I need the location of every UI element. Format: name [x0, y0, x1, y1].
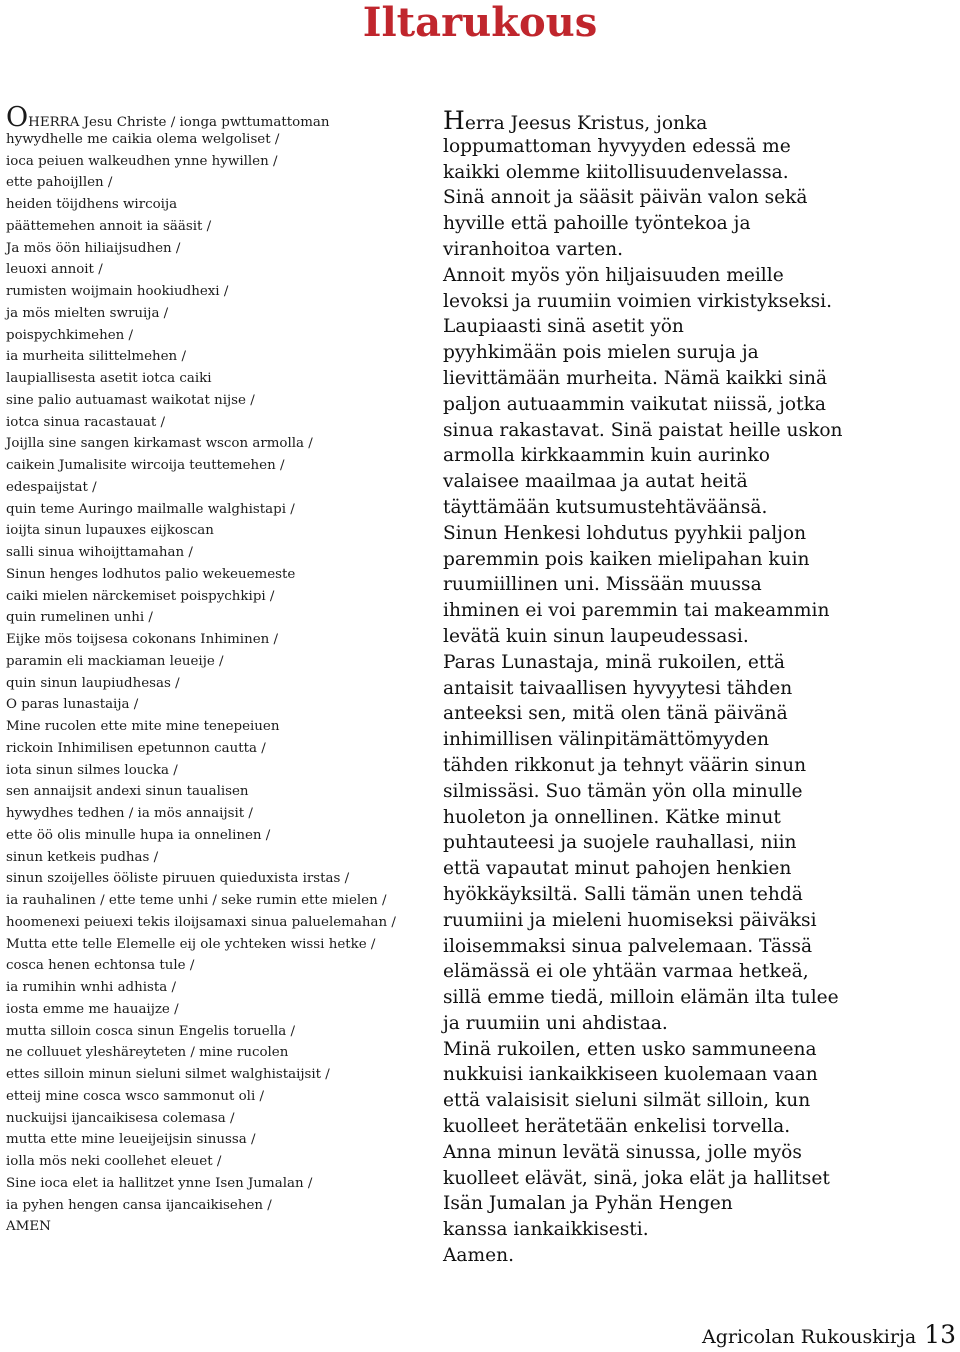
- prayer-line: Sinun henges lodhutos palio wekeuemeste: [6, 566, 296, 582]
- prayer-line: Paras Lunastaja, minä rukoilen, että: [443, 651, 785, 673]
- prayer-line: puhtauteesi ja suojele rauhallasi, niin: [443, 832, 797, 854]
- prayer-line: heiden töijdhens wircoija: [6, 197, 178, 212]
- prayer-line: levätä kuin sinun laupeudessasi.: [443, 625, 749, 647]
- prayer-line: ja ruumiin uni ahdistaa.: [443, 1012, 668, 1034]
- page-title: Iltarukous: [362, 0, 598, 46]
- prayer-line: ia pyhen hengen cansa ijancaikisehen /: [6, 1197, 272, 1213]
- prayer-line: edespaijstat /: [6, 479, 97, 495]
- prayer-line: Joijlla sine sangen kirkamast wscon armolla /: [6, 436, 313, 452]
- prayer-line: leuoxi annoit /: [6, 262, 103, 278]
- prayer-line: täyttämään kutsumustehtäväänsä.: [443, 496, 768, 518]
- prayer-line: rumisten woijmain hookiudhexi /: [6, 284, 229, 299]
- prayer-line: silmissäsi. Suo tämän yön olla minulle: [443, 780, 803, 802]
- prayer-line: Mutta ette telle Elemelle eij ole ychteken wissi hetke /: [6, 936, 376, 952]
- prayer-line: ruumiillinen uni. Missään muussa: [443, 574, 762, 596]
- prayer-line: O paras lunastaija /: [6, 697, 139, 713]
- prayer-line: sillä emme tiedä, milloin elämän ilta tulee: [443, 987, 839, 1009]
- prayer-line: ioijta sinun lupauxes eijkoscan: [6, 523, 214, 539]
- prayer-line: että valaisisit sieluni silmät silloin, kun: [443, 1090, 811, 1112]
- prayer-line: rickoin Inhimilisen epetunnon cautta /: [6, 740, 266, 756]
- prayer-line: mutta ette mine leueijeijsin sinussa /: [6, 1132, 256, 1148]
- prayer-line: hywydhelle me caikia olema welgoliset /: [6, 131, 280, 147]
- prayer-line: Minä rukoilen, etten usko sammuneena: [443, 1038, 817, 1060]
- drop-cap: O: [6, 102, 29, 133]
- prayer-line: kanssa iankaikkisesti.: [443, 1219, 649, 1241]
- prayer-line: viranhoitoa varten.: [443, 238, 624, 260]
- prayer-line: että vapautat minut pahojen henkien: [443, 858, 792, 880]
- prayer-line: ihminen ei voi paremmin tai makeammin: [443, 600, 830, 622]
- prayer-first-line: [443, 108, 958, 134]
- prayer-line: Sine ioca elet ia hallitzet ynne Isen Jumalan /: [6, 1175, 313, 1191]
- prayer-line: sinun szoijelles ööliste piruuen quieduxista irstas /: [6, 871, 350, 887]
- prayer-line: sinun ketkeis pudhas /: [6, 849, 159, 865]
- prayer-line: paremmin pois kaiken mielipahan kuin: [443, 548, 810, 570]
- prayer-line: elämässä ei ole yhtään varmaa hetkeä,: [443, 961, 809, 983]
- prayer-line: armolla kirkkaammin kuin aurinko: [443, 445, 770, 467]
- prayer-line: Aamen.: [443, 1245, 515, 1267]
- prayer-line-text: HERRA Jesu Christe / ionga pwttumattoman: [28, 115, 330, 130]
- prayer-line: ia rumihin wnhi adhista /: [6, 980, 177, 995]
- prayer-line: iolla mös neki coollehet eleuet /: [6, 1154, 222, 1169]
- prayer-line: kuolleet elävät, sinä, joka elät ja hallitset: [443, 1167, 830, 1189]
- prayer-line: Mine rucolen ette mite mine tenepeiuen: [6, 719, 280, 734]
- prayer-line: ia murheita silittelmehen /: [6, 349, 186, 365]
- prayer-line: paramin eli mackiaman leueije /: [6, 653, 224, 669]
- prayer-line: laupiallisesta asetit iotca caiki: [6, 371, 212, 386]
- prayer-line: ettes silloin minun sieluni silmet walghistaijsit /: [6, 1067, 330, 1082]
- prayer-line: mutta silloin cosca sinun Engelis toruella /: [6, 1023, 296, 1039]
- prayer-line: valaisee maailmaa ja autat heitä: [443, 471, 748, 493]
- prayer-line: kaikki olemme kiitollisuudenvelassa.: [443, 161, 789, 183]
- prayer-line: loppumattoman hyvyyden edessä me: [443, 135, 791, 157]
- prayer-line: AMEN: [6, 1219, 51, 1235]
- prayer-line: ja mös mielten swruija /: [6, 305, 169, 321]
- prayer-line: ne colluuet yleshäreyteten / mine rucolen: [6, 1045, 289, 1061]
- prayer-line: tähden rikkonut ja tehnyt väärin sinun: [443, 754, 807, 776]
- page-number: 13: [924, 1320, 956, 1349]
- prayer-line: iota sinun silmes loucka /: [6, 762, 178, 778]
- prayer-line: ette öö olis minulle hupa ia onnelinen /: [6, 827, 271, 843]
- prayer-line: paljon autuaammin vaikutat niissä, jotka: [443, 393, 826, 415]
- prayer-line: Sinun Henkesi lohdutus pyyhkii paljon: [443, 522, 807, 544]
- prayer-line: hoomenexi peiuexi tekis iloijsamaxi sinua paluelemahan /: [6, 914, 396, 930]
- drop-cap: H: [443, 106, 465, 135]
- prayer-line: ette pahoijllen /: [6, 175, 113, 191]
- prayer-line: iotca sinua racastauat /: [6, 414, 165, 430]
- book-title: Agricolan Rukouskirja: [702, 1326, 917, 1348]
- prayer-line: sinua rakastavat. Sinä paistat heille uskon: [443, 419, 843, 441]
- prayer-line: Sinä annoit ja sääsit päivän valon sekä: [443, 187, 808, 209]
- prayer-line: caikein Jumalisite wircoija teuttemehen /: [6, 458, 285, 473]
- prayer-line: ia rauhalinen / ette teme unhi / seke rumin ette mielen /: [6, 893, 387, 908]
- prayer-line: quin rumelinen unhi /: [6, 610, 153, 626]
- prayer-line: poispychkimehen /: [6, 327, 134, 343]
- prayer-line: iosta emme me hauaijze /: [6, 1001, 179, 1017]
- prayer-line: ruumiini ja mieleni huomiseksi päiväksi: [443, 909, 817, 931]
- prayer-line: iloisemmaksi sinua palvelemaan. Tässä: [443, 935, 813, 957]
- prayer-line: Ja mös öön hiliaijsudhen /: [6, 240, 181, 256]
- prayer-line: antaisit taivaallisen hyvyytesi tähden: [443, 677, 793, 699]
- prayer-line: nuckuijsi ijancaikisesa colemasa /: [6, 1110, 235, 1126]
- prayer-line: quin sinun laupiudhesas /: [6, 675, 180, 691]
- prayer-line: Annoit myös yön hiljaisuuden meille: [443, 264, 784, 286]
- prayer-line: huoleton ja onnellinen. Kätke minut: [443, 806, 781, 828]
- prayer-line: sen annaijsit andexi sinun taualisen: [6, 784, 249, 800]
- prayer-line: sine palio autuamast waikotat nijse /: [6, 392, 255, 408]
- prayer-line: etteij mine cosca wsco sammonut oli /: [6, 1088, 265, 1104]
- prayer-line: Anna minun levätä sinussa, jolle myös: [443, 1141, 802, 1163]
- prayer-first-line: [6, 102, 426, 133]
- prayer-line: lievittämään murheita. Nämä kaikki sinä: [443, 367, 828, 389]
- prayer-line: Isän Jumalan ja Pyhän Hengen: [443, 1193, 733, 1215]
- page-footer: [702, 1320, 956, 1350]
- prayer-line: salli sinua wihoijttamahan /: [6, 545, 193, 560]
- prayer-line: levoksi ja ruumiin voimien virkistykseksi.: [443, 290, 832, 312]
- prayer-line: inhimillisen välinpitämättömyyden: [443, 729, 769, 751]
- prayer-line: quin teme Auringo mailmalle walghistapi /: [6, 501, 295, 517]
- old-finnish-prayer: [6, 102, 426, 1238]
- prayer-line: anteeksi sen, mitä olen tänä päivänä: [443, 703, 788, 725]
- modern-finnish-prayer: [443, 108, 958, 1269]
- prayer-line: hywydhes tedhen / ia mös annaijsit /: [6, 806, 253, 821]
- prayer-line: nukkuisi iankaikkiseen kuolemaan vaan: [443, 1064, 818, 1086]
- prayer-line: cosca henen echtonsa tule /: [6, 958, 195, 974]
- prayer-line: kuolleet herätetään enkelisi torvella.: [443, 1116, 791, 1138]
- prayer-line: Laupiaasti sinä asetit yön: [443, 316, 684, 338]
- prayer-line: hyökkäyksiltä. Salli tämän unen tehdä: [443, 883, 803, 905]
- prayer-line: ioca peiuen walkeudhen ynne hywillen /: [6, 153, 278, 169]
- prayer-line: caiki mielen närckemiset poispychkipi /: [6, 588, 275, 604]
- prayer-line: pyyhkimään pois mielen suruja ja: [443, 342, 759, 364]
- prayer-line: hyville että pahoille työntekoa ja: [443, 213, 751, 235]
- prayer-line: Eijke mös toijsesa cokonans Inhiminen /: [6, 632, 279, 647]
- prayer-line-text: erra Jeesus Kristus, jonka: [464, 113, 708, 134]
- prayer-line: päättemehen annoit ia sääsit /: [6, 218, 212, 234]
